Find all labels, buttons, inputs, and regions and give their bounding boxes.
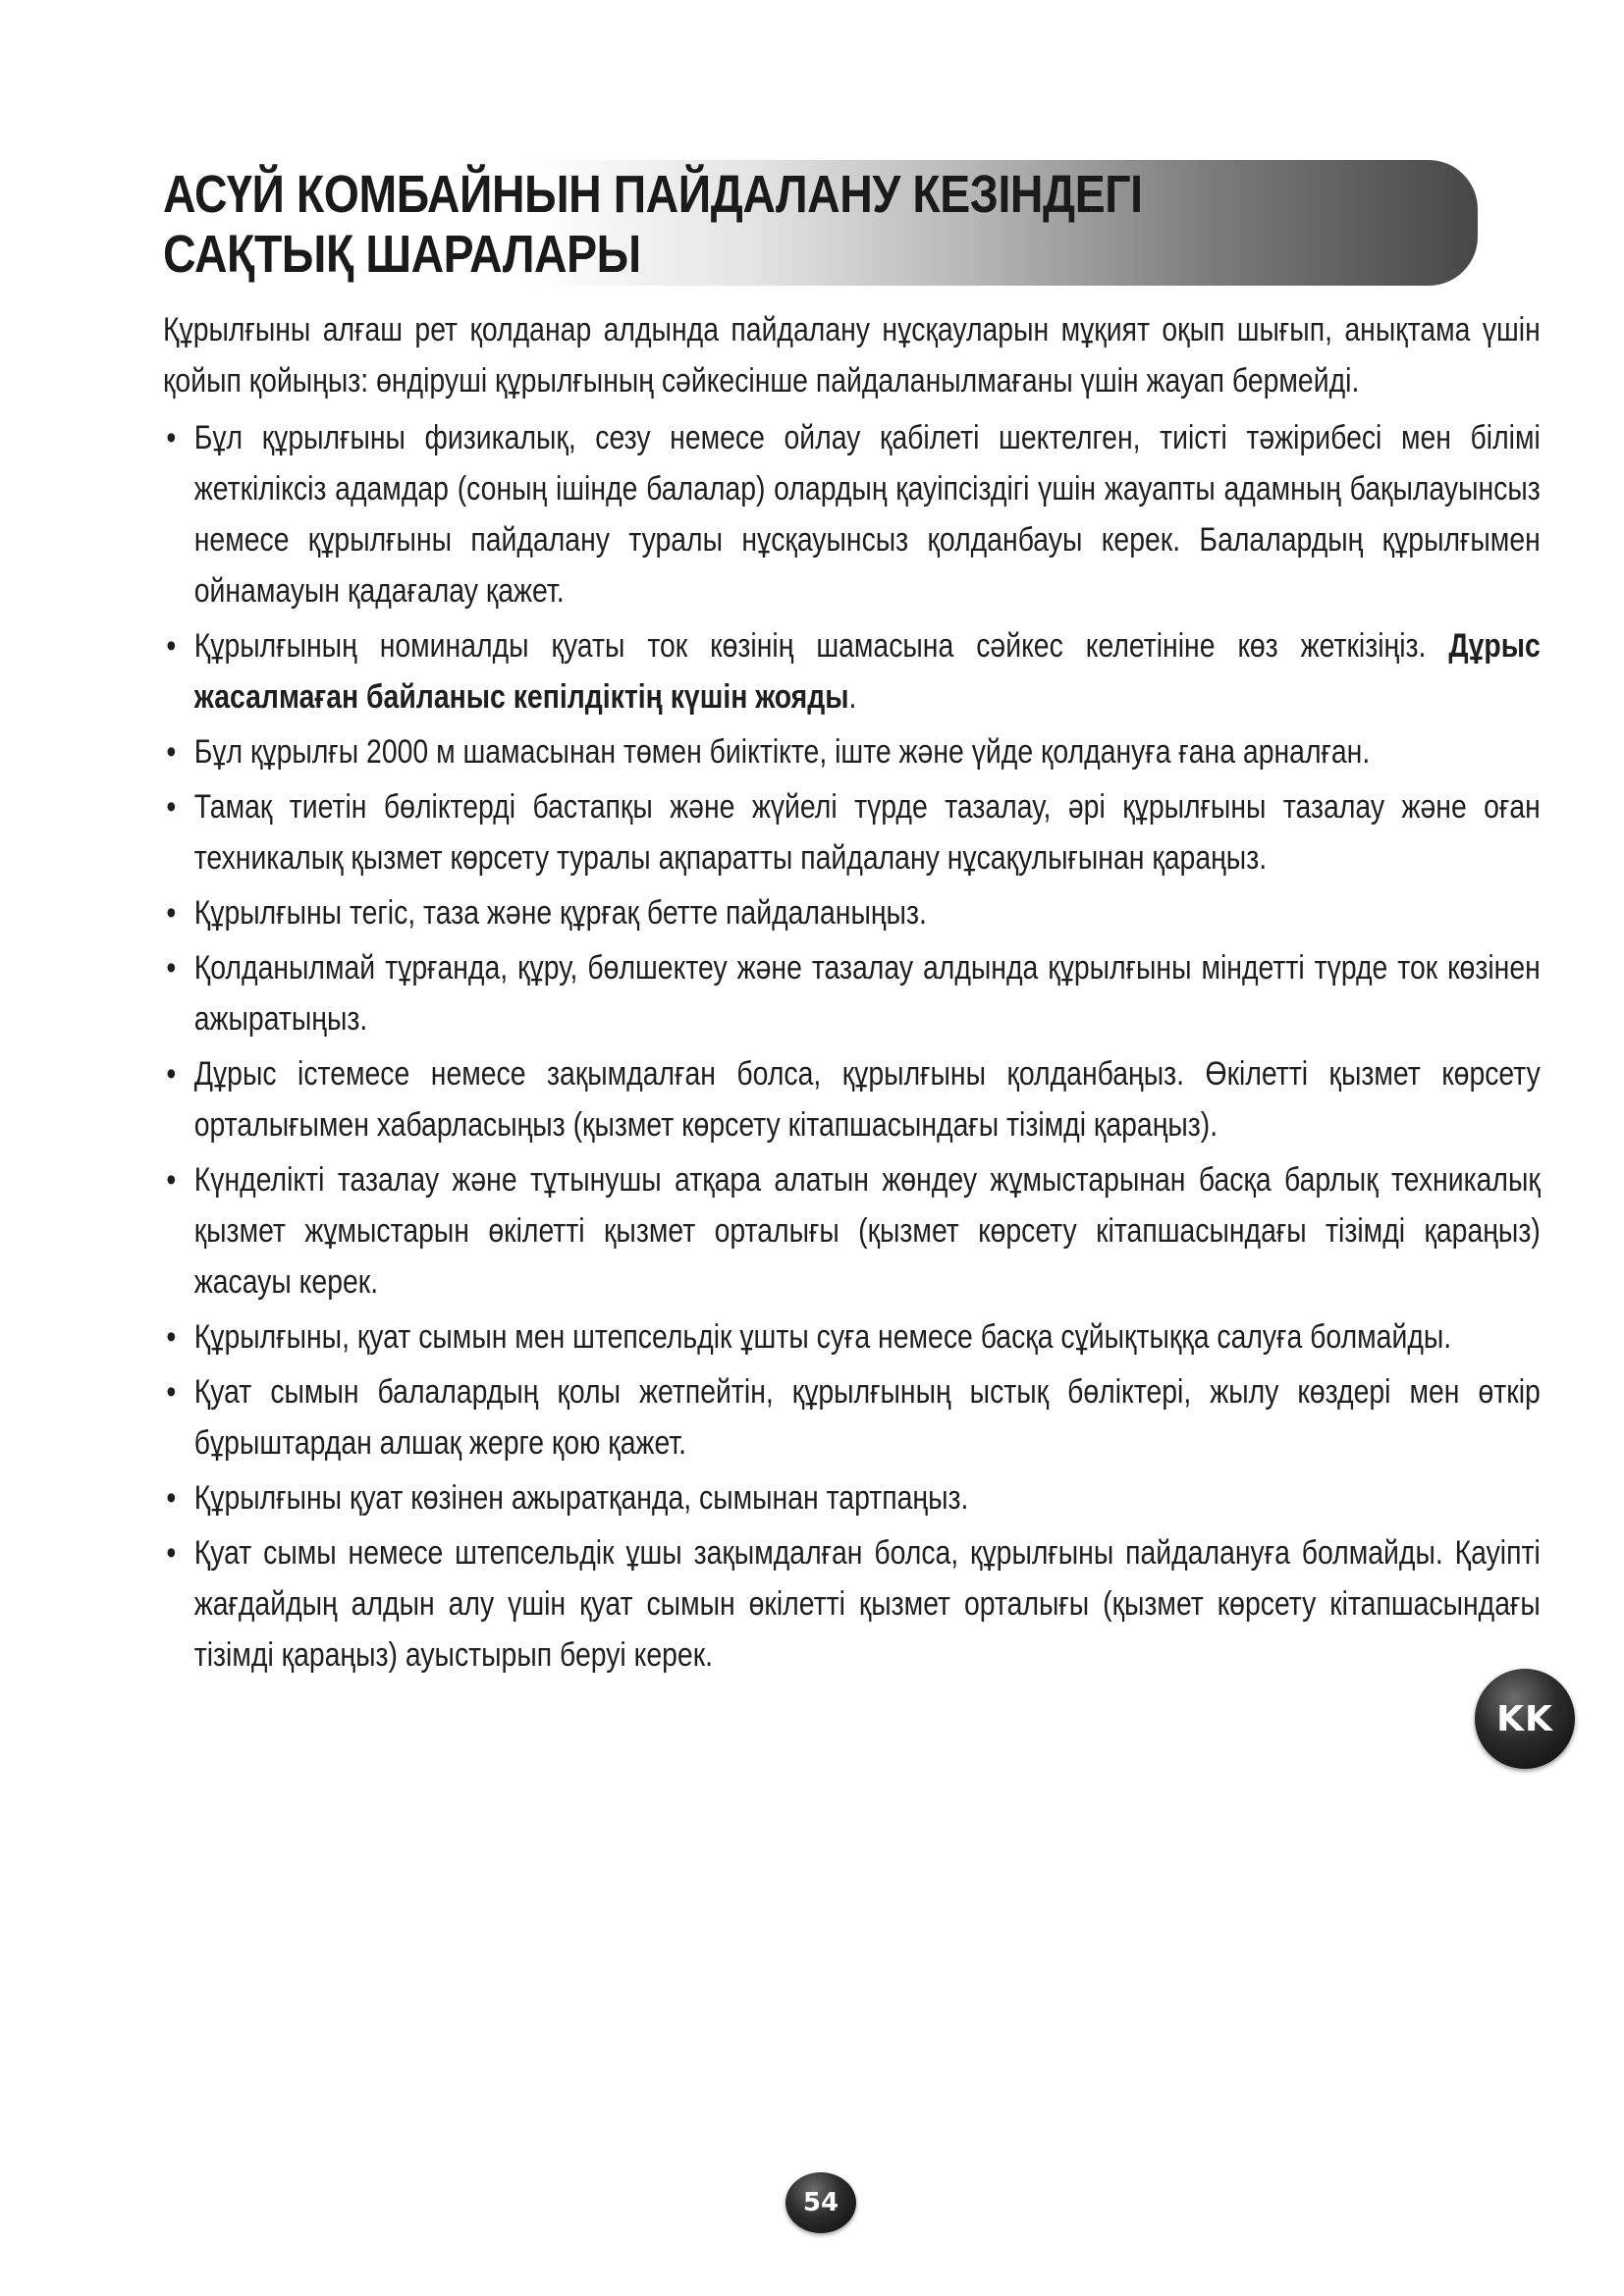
- list-item-text: Дұрыс істемесе немесе зақымдалған болса, құрылғыны қолданбаңыз. Өкілетті қызмет көрсету орталығымен хабарласыңыз (қызмет көрсету кітапшасындағы тізімді қараңыз).: [193, 1055, 1541, 1144]
- bullet-icon: •: [166, 1161, 177, 1199]
- bullet-icon: •: [166, 419, 177, 456]
- bullet-icon: •: [166, 627, 177, 665]
- list-item-text: Құрылғының номиналды қуаты ток көзінің шамасына сәйкес келетініне көз жеткізіңіз.: [193, 627, 1427, 665]
- warranty-warning: Дұрыс жасалмаған байланыс кепілдіктің күшін жояды: [193, 627, 1541, 716]
- list-item: [163, 620, 1541, 722]
- list-item-text: Күнделікті тазалау және тұтынушы атқара алатын жөндеу жұмыстарынан басқа барлық техникалық қызмет жұмыстарын өкілетті қызмет орталығы (қызмет көрсету кітапшасындағы тізімді қараңыз) жасауы керек.: [193, 1161, 1541, 1301]
- intro-paragraph: Құрылғыны алғаш рет қолданар алдында пайдалану нұсқауларын мұқият оқып шығып, анықтама үшін қойып қойыңыз: өндіруші құрылғының сәйкесінше пайдаланылмағаны үшін жауап бермейді.: [163, 311, 1541, 400]
- safety-list: [163, 412, 1541, 1681]
- list-item-text: Бұл құрылғыны физикалық, сезу немесе ойлау қабілеті шектелген, тиісті тәжірибесі мен білімі жеткіліксіз адамдар (соның ішінде балалар) олардың қауіпсіздігі үшін жауапты адамның бақылауынсыз немесе құрылғыны пайдалану туралы нұсқауынсыз қолданбауы керек. Балалардың құрылғымен ойнамауын қадағалау қажет.: [193, 419, 1541, 610]
- list-item-text: Қолданылмай тұрғанда, құру, бөлшектеу және тазалау алдында құрылғыны міндетті түрде ток көзінен ажыратыңыз.: [193, 949, 1541, 1038]
- bullet-icon: •: [166, 733, 177, 771]
- title-line-2: САҚТЫҚ ШАРАЛАРЫ: [163, 225, 641, 284]
- list-item-text: Тамақ тиетін бөліктерді бастапқы және жүйелі түрде тазалау, әрі құрылғыны тазалау және оған техникалық қызмет көрсету туралы ақпаратты пайдалану нұсақулығынан қараңыз.: [193, 788, 1541, 877]
- list-item: [163, 1048, 1541, 1150]
- page-number: 54: [802, 2188, 839, 2217]
- list-item-text: Бұл құрылғы 2000 м шамасынан төмен биіктікте, іште және үйде қолдануға ғана арналған.: [193, 733, 1371, 771]
- bullet-icon: •: [166, 1534, 177, 1572]
- list-item: [163, 1311, 1541, 1362]
- list-item-text-end: .: [848, 678, 857, 716]
- list-item: [163, 1154, 1541, 1308]
- list-item: [163, 1472, 1541, 1523]
- list-item-text: Құрылғыны қуат көзінен ажыратқанда, сымынан тартпаңыз.: [193, 1479, 969, 1517]
- list-item-text: Қуат сымын балалардың қолы жетпейтін, құрылғының ыстық бөліктері, жылу көздері мен өткір бұрыштардан алшақ жерге қою қажет.: [193, 1373, 1541, 1462]
- bullet-icon: •: [166, 1318, 177, 1356]
- list-item: [163, 887, 1541, 938]
- page-number-badge: [785, 2172, 856, 2233]
- safety-content: [163, 304, 1541, 1684]
- list-item-text: Құрылғыны, қуат сымын мен штепсельдік ұшты суға немесе басқа сұйықтыққа салуға болмайды.: [193, 1318, 1452, 1356]
- list-item: [163, 412, 1541, 616]
- list-item: [163, 1366, 1541, 1468]
- bullet-icon: •: [166, 788, 177, 826]
- bullet-icon: •: [166, 894, 177, 932]
- language-code: KK: [1496, 1698, 1553, 1739]
- list-item: [163, 726, 1541, 777]
- language-badge: [1475, 1669, 1575, 1769]
- bullet-icon: •: [166, 1479, 177, 1517]
- title-line-1: АСҮЙ КОМБАЙНЫН ПАЙДАЛАНУ КЕЗІНДЕГІ: [163, 165, 1143, 224]
- bullet-icon: •: [166, 949, 177, 987]
- list-item-text: Құрылғыны тегіс, таза және құрғақ бетте пайдаланыңыз.: [193, 894, 927, 932]
- list-item: [163, 781, 1541, 883]
- bullet-icon: •: [166, 1055, 177, 1093]
- list-item: [163, 1527, 1541, 1681]
- page-title: [163, 165, 1143, 285]
- bullet-icon: •: [166, 1373, 177, 1411]
- list-item-text: Қуат сымы немесе штепсельдік ұшы зақымдалған болса, құрылғыны пайдалануға болмайды. Қауіпті жағдайдың алдын алу үшін қуат сымын өкілетті қызмет орталығы (қызмет көрсету кітапшасындағы тізімді қараңыз) ауыстырып беруі керек.: [193, 1534, 1541, 1674]
- list-item: [163, 942, 1541, 1044]
